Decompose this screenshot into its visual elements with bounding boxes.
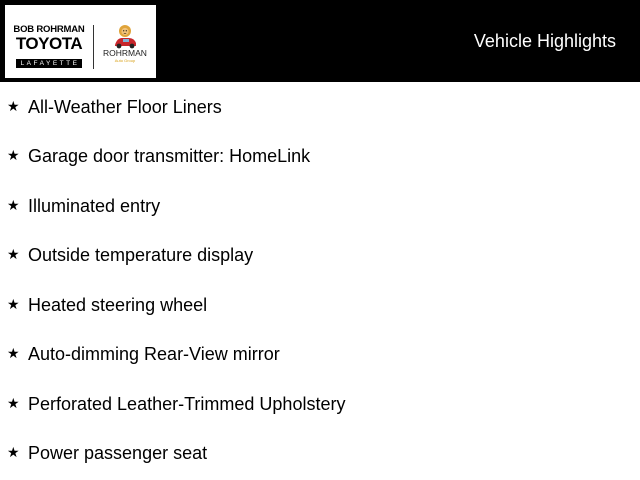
highlight-text: Outside temperature display: [28, 245, 254, 265]
list-item: [0, 142, 620, 172]
logo-brand-name: TOYOTA: [15, 34, 83, 53]
highlight-text: Illuminated entry: [28, 196, 161, 216]
star-icon: ★: [7, 445, 20, 461]
logo-divider: [93, 25, 94, 69]
highlight-text: Power passenger seat: [28, 443, 208, 463]
highlight-text: All-Weather Floor Liners: [28, 97, 222, 117]
toyota-wordmark: [8, 25, 90, 70]
star-icon: ★: [7, 198, 20, 214]
star-icon: ★: [7, 247, 20, 263]
list-item: [0, 93, 620, 123]
list-item: [0, 439, 620, 469]
highlight-text: Auto-dimming Rear-View mirror: [28, 344, 280, 364]
lion-mascot-icon: [111, 23, 139, 49]
logo-group-sub: Auto Group: [114, 58, 136, 63]
star-icon: ★: [7, 346, 20, 362]
logo-dealer-name: BOB ROHRMAN: [13, 24, 85, 35]
star-icon: ★: [7, 99, 20, 115]
list-item: [0, 340, 620, 370]
header-bar: [0, 0, 640, 82]
highlight-text: Perforated Leather-Trimmed Upholstery: [28, 394, 346, 414]
list-item: [0, 390, 620, 420]
logo-group-name: ROHRMAN: [103, 48, 147, 58]
rohrman-mark: [95, 23, 155, 63]
star-icon: ★: [7, 148, 20, 164]
logo-location: LAFAYETTE: [16, 59, 83, 68]
list-item: [0, 291, 620, 321]
list-item: [0, 192, 620, 222]
highlight-text: Garage door transmitter: HomeLink: [28, 146, 311, 166]
page-title: Vehicle Highlights: [473, 31, 616, 51]
highlight-text: Heated steering wheel: [28, 295, 208, 315]
dealer-logo: [5, 5, 156, 78]
star-icon: ★: [7, 396, 20, 412]
star-icon: ★: [7, 297, 20, 313]
list-item: [0, 241, 620, 271]
